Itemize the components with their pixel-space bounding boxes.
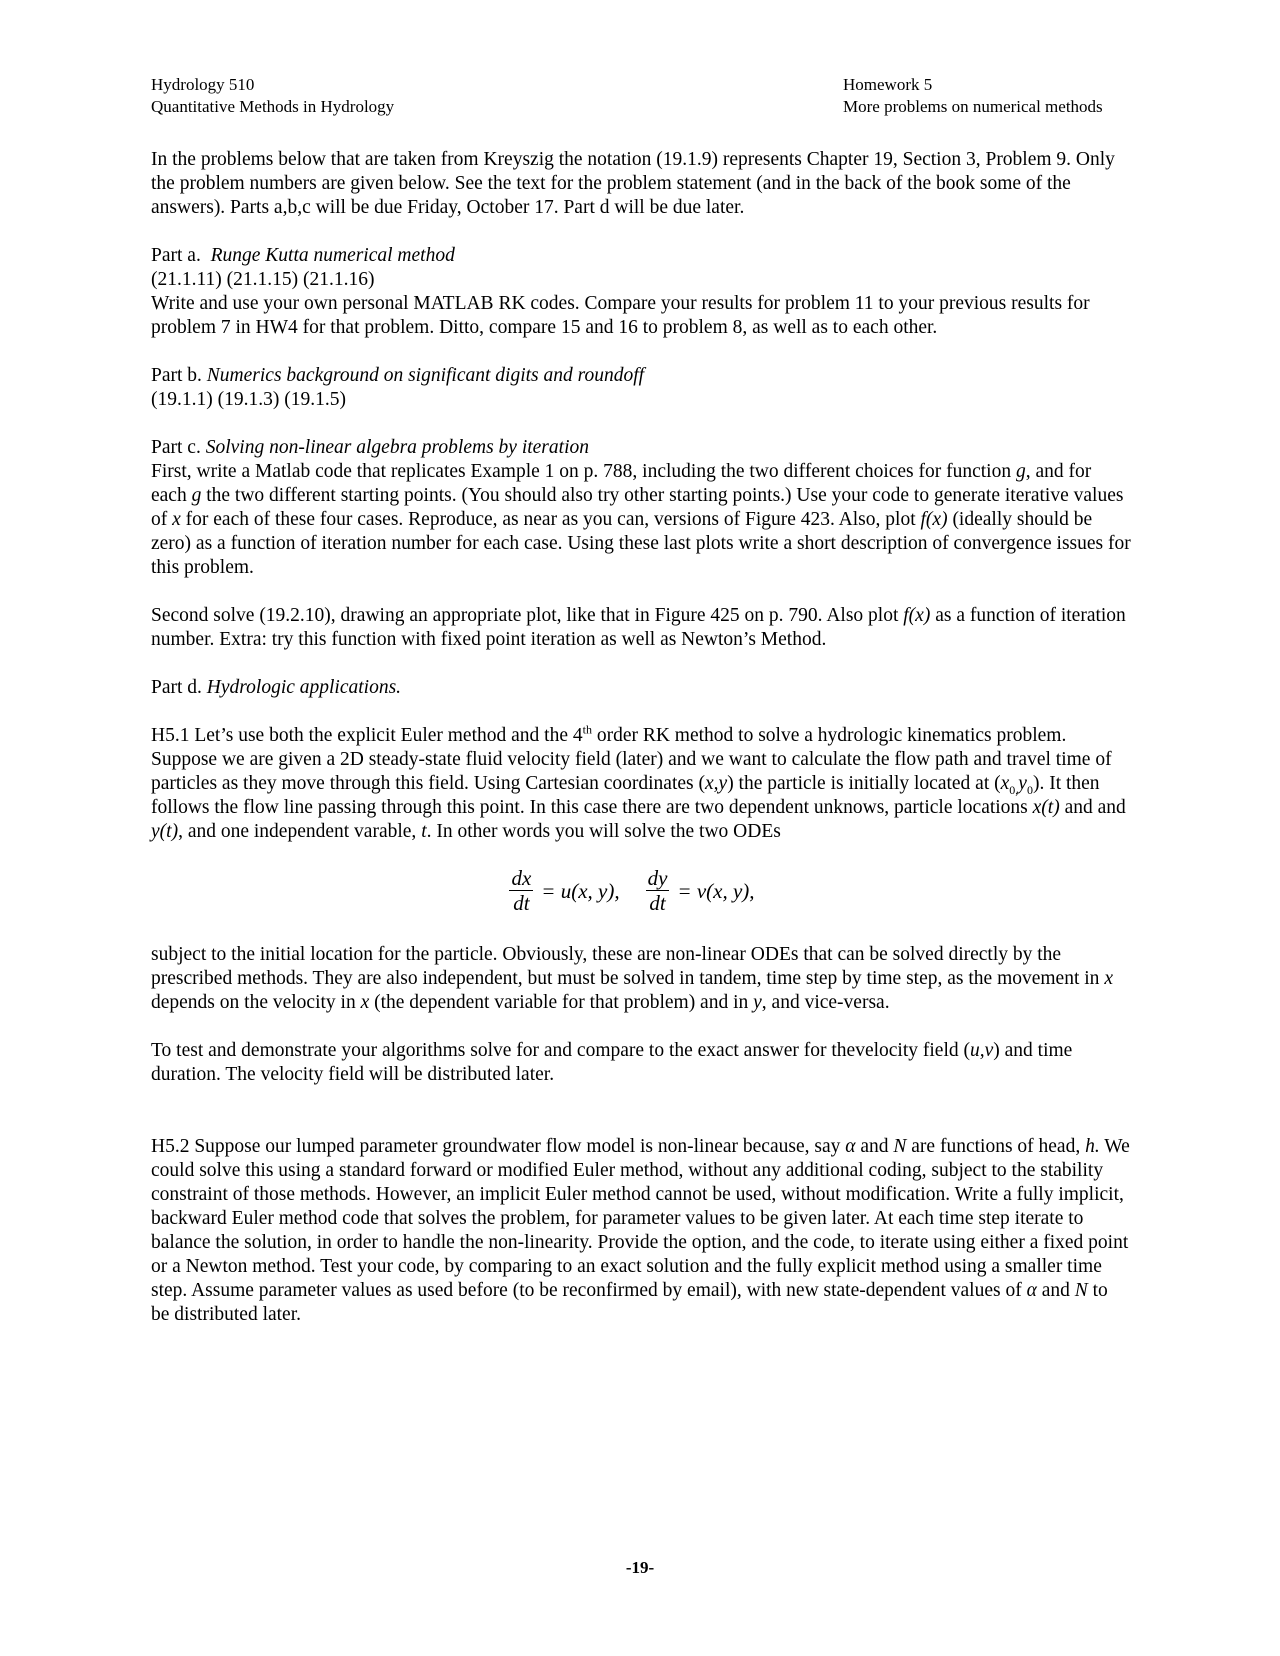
- equation-dy-dt: $\frac{dy}{dt}$ = v(x, y),: [647, 866, 755, 915]
- h5-1-paragraph: H5.1 Let’s use both the explicit Euler method and the 4th order RK method to solve a hydrologic kinematics problem. Suppose we are given a 2D steady-state fluid velocity field (later) and we want to calculate the flow path and travel time of particles as they move through this field. Using Cartesian coordinates (x,y) the particle is initially located at $(x_{0,}y_0)$. It then follows the flow line passing through this point. In this case there are two dependent unknows, particle locations x(t) and and y(t), and one independent varable, t. In other words you will solve the two ODEs: [151, 722, 1126, 842]
- part-a-title: Runge Kutta numerical method: [210, 245, 455, 266]
- page-number: -19-: [625, 1558, 655, 1577]
- h5-1-test-paragraph: To test and demonstrate your algorithms solve for and compare to the exact answer for thevelocity field (u,v) and time duration. The velocity field will be distributed later.: [151, 1040, 1073, 1085]
- part-d-heading: Part d. Hydrologic applications.: [151, 677, 402, 698]
- ode-equation: [151, 866, 1131, 915]
- part-c-heading: Part c. Solving non-linear algebra problems by iteration: [151, 437, 589, 458]
- part-a-section: [151, 244, 1131, 340]
- equation-dx-dt: $\frac{dx}{dt}$ = u(x, y),: [511, 866, 620, 915]
- fraction-dx-dt: $\frac{dx}{dt}$: [511, 866, 532, 915]
- h5-1-continuation: subject to the initial location for the particle. Obviously, these are non-linear ODEs that can be solved directly by the prescribed methods. They are also independent, but must be solved in tandem, time step by time step, as the movement in x depends on the velocity in x (the dependent variable for that problem) and in y, and vice-versa.: [151, 944, 1113, 1013]
- part-b-title: Numerics background on significant digits and roundoff: [206, 365, 645, 386]
- intro-paragraph: In the problems below that are taken from Kreyszig the notation (19.1.9) represents Chapter 19, Section 3, Problem 9. Only the problem numbers are given below. See the text for the problem statement (and in the back of the book some of the answers). Parts a,b,c will be due Friday, October 17. Part d will be due later.: [151, 149, 1115, 218]
- page-header: [151, 74, 1131, 118]
- homework-number: Homework 5: [843, 75, 933, 94]
- part-a-heading: Part a. Runge Kutta numerical method: [151, 245, 455, 266]
- part-c-paragraph-2: Second solve (19.2.10), drawing an appropriate plot, like that in Figure 425 on p. 790. Also plot f(x) as a function of iteration number. Extra: try this function with fixed point iteration as well as Newton’s Method.: [151, 605, 1126, 650]
- h5-2-paragraph: H5.2 Suppose our lumped parameter groundwater flow model is non-linear because, say α and N are functions of head, h. We could solve this using a standard forward or modified Euler method, without any additional coding, subject to the stability constraint of those methods. However, an implicit Euler method cannot be used, without modification. Write a fully implicit, backward Euler method code that solves the problem, for parameter values to be given later. At each time step iterate to balance the solution, in order to handle the non-linearity. Provide the option, and the code, to iterate using either a fixed point or a Newton method. Test your code, by comparing to an exact solution and the fully explicit method using a smaller time step. Assume parameter values as used before (to be reconfirmed by email), with new state-dependent values of α and N to be distributed later.: [151, 1136, 1130, 1325]
- course-number: Hydrology 510: [151, 75, 255, 94]
- part-b-section: [151, 364, 1131, 412]
- part-b-problems: (19.1.1) (19.1.3) (19.1.5): [151, 389, 346, 410]
- header-left: [151, 74, 394, 118]
- part-d-title: Hydrologic applications.: [206, 677, 402, 698]
- part-b-heading: Part b. Numerics background on significant digits and roundoff: [151, 365, 645, 386]
- part-a-text: Write and use your own personal MATLAB RK codes. Compare your results for problem 11 to your previous results for problem 7 in HW4 for that problem. Ditto, compare 15 and 16 to problem 8, as well as to each other.: [151, 293, 1090, 338]
- homework-subtitle: More problems on numerical methods: [843, 97, 1103, 116]
- header-right: [843, 74, 1131, 118]
- fraction-dy-dt: $\frac{dy}{dt}$: [647, 866, 668, 915]
- document-page: [151, 74, 1131, 1327]
- part-c-paragraph-1: First, write a Matlab code that replicates Example 1 on p. 788, including the two different choices for function g, and for each g the two different starting points. (You should also try other starting points.) Use your code to generate iterative values of x for each of these four cases. Reproduce, as near as you can, versions of Figure 423. Also, plot f(x) (ideally should be zero) as a function of iteration number for each case. Using these last plots write a short description of convergence issues for this problem.: [151, 461, 1131, 578]
- part-c-title: Solving non-linear algebra problems by iteration: [205, 437, 589, 458]
- course-title: Quantitative Methods in Hydrology: [151, 97, 395, 116]
- part-a-problems: (21.1.11) (21.1.15) (21.1.16): [151, 269, 375, 290]
- part-c-section: [151, 436, 1131, 580]
